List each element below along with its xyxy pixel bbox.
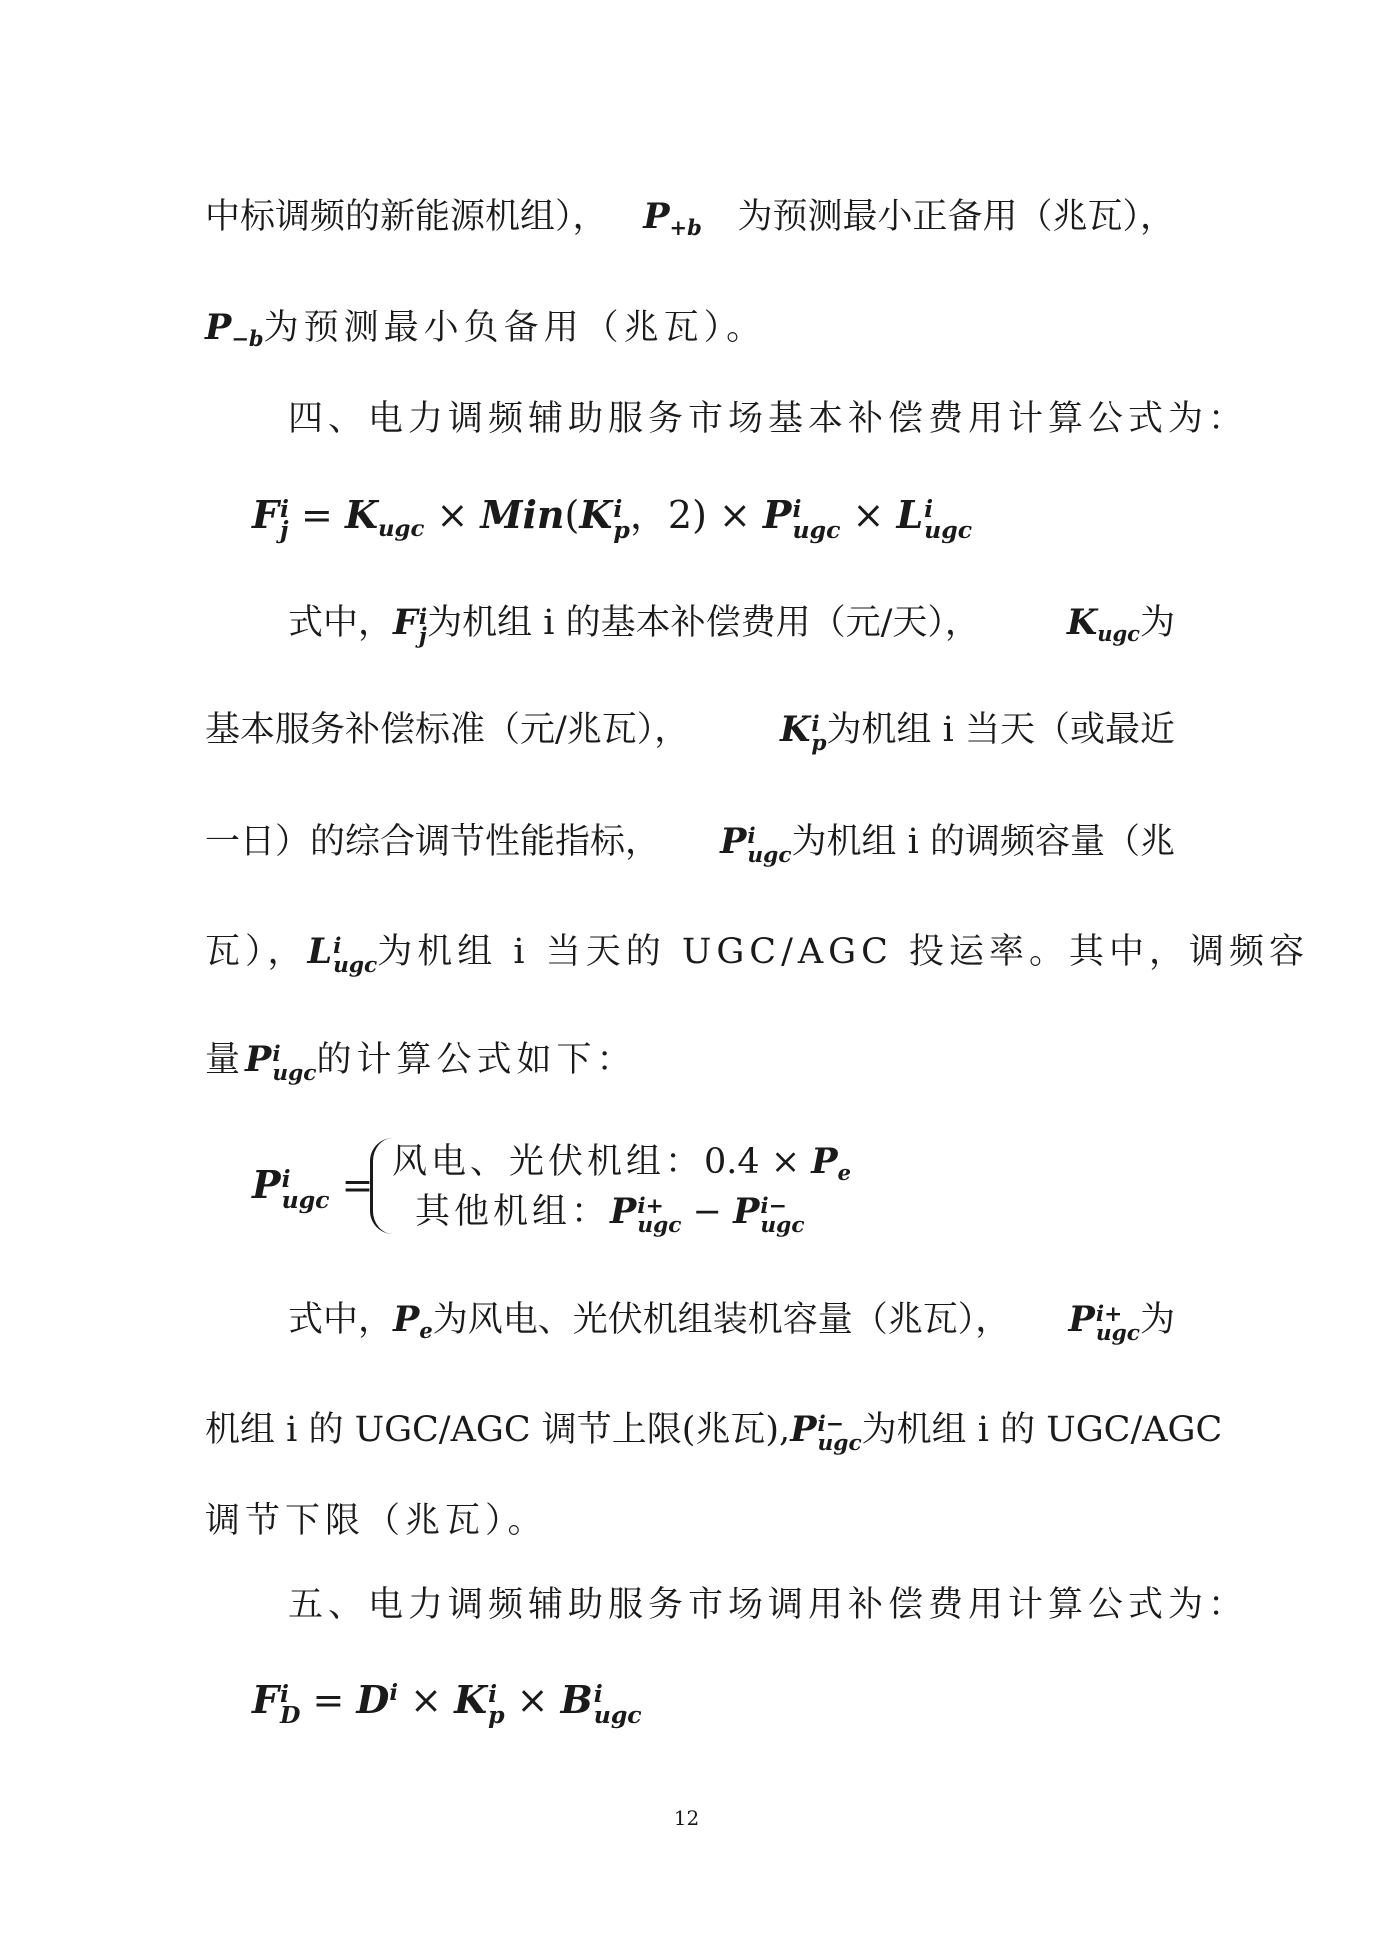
- math-p-ugc-i-minus: P i− ugc: [790, 1409, 862, 1456]
- text-span: 式中，: [288, 1300, 394, 1340]
- formula-capacity-lhs: P i ugc =: [252, 1162, 374, 1214]
- text-span: 一日）的综合调节性能指标，: [205, 822, 661, 862]
- paragraph-line-3: [288, 598, 1175, 648]
- math-p-ugc-i: P i ugc: [245, 1039, 317, 1086]
- text-span: 为机组 i 的 UGC/AGC: [861, 1410, 1223, 1450]
- math-p-e: $P_e$: [393, 1299, 433, 1344]
- formula-basic-compensation: F i j = $K_{ugc} \times Min(K$ i p ，2) × P i ugc × L i ugc: [252, 492, 973, 544]
- case-label: 其他机组：: [415, 1192, 611, 1232]
- text-span: 机组 i 的 UGC/AGC 调节上限(兆瓦),: [205, 1410, 791, 1450]
- math-k-p-i: K i p: [779, 709, 827, 756]
- text-span: 式中，: [288, 603, 394, 643]
- math-p-plus-b: $P_{+b}$: [643, 196, 702, 241]
- math-p-minus-b: $P_{-b}$: [205, 307, 264, 352]
- math-p-ugc-i-plus: P i+ ugc: [1068, 1299, 1140, 1346]
- text-span: 为: [1139, 1300, 1175, 1340]
- section-heading-4: 四、电力调频辅助服务市场基本补偿费用计算公式为：: [288, 399, 1249, 439]
- paragraph-line-5: [205, 817, 1175, 867]
- text-span: 为机组 i 的基本补偿费用（元/天），: [427, 603, 980, 643]
- text-span: 为预测最小负备用（兆瓦）。: [263, 308, 767, 348]
- paragraph-line-10: [205, 1496, 1175, 1546]
- paragraph-line-9: [205, 1405, 1223, 1456]
- coefficient: 0.4: [704, 1142, 760, 1182]
- formula-case-1: 风电、光伏机组：$0.4 \times P_e$: [392, 1141, 851, 1186]
- paragraph-line-2: [205, 303, 1175, 353]
- math-f-j-i: F i j: [393, 602, 428, 649]
- text-span: 中标调频的新能源机组），: [205, 197, 608, 237]
- text-span: 调节下限（兆瓦）。: [205, 1501, 548, 1541]
- math-p-ugc-i: P i ugc: [720, 821, 792, 868]
- text-span: 为风电、光伏机组装机容量（兆瓦），: [432, 1300, 1011, 1340]
- math-k-ugc: $K_{ugc}$: [1066, 602, 1140, 647]
- text-span: 为机组 i 当天（或最近: [826, 710, 1175, 750]
- text-span: 基本服务补偿标准（元/兆瓦），: [205, 710, 690, 750]
- text-span: 量: [205, 1040, 246, 1080]
- paragraph-line-7: [205, 1035, 1175, 1085]
- text-span: 为机组 i 的调频容量（兆: [791, 822, 1175, 862]
- math-l-ugc-i: L i ugc: [307, 931, 378, 978]
- paragraph-line-8: [288, 1295, 1175, 1345]
- page-number: 12: [673, 1806, 700, 1830]
- case-label: 风电、光伏机组：: [392, 1142, 705, 1182]
- left-brace: [370, 1138, 393, 1234]
- paragraph-line-4: [205, 705, 1175, 755]
- formula-call-compensation: F i D = $D^i \times K$ i p × B i ugc: [252, 1677, 642, 1729]
- text-span: 的计算公式如下：: [316, 1040, 637, 1080]
- formula-number: 2: [667, 493, 693, 537]
- text-span: 为机组 i 当天的 UGC/AGC 投运率。其中，调频容: [377, 932, 1310, 972]
- text-span: 为预测最小正备用（兆瓦），: [737, 197, 1175, 237]
- text-span: 为: [1139, 603, 1175, 643]
- section-heading-5: 五、电力调频辅助服务市场调用补偿费用计算公式为：: [288, 1585, 1249, 1625]
- paragraph-line-1: [205, 192, 1175, 242]
- paragraph-line-6: [205, 927, 1310, 978]
- text-span: 瓦），: [205, 932, 308, 972]
- formula-case-2: 其他机组：P i+ ugc − P i− ugc: [415, 1191, 805, 1238]
